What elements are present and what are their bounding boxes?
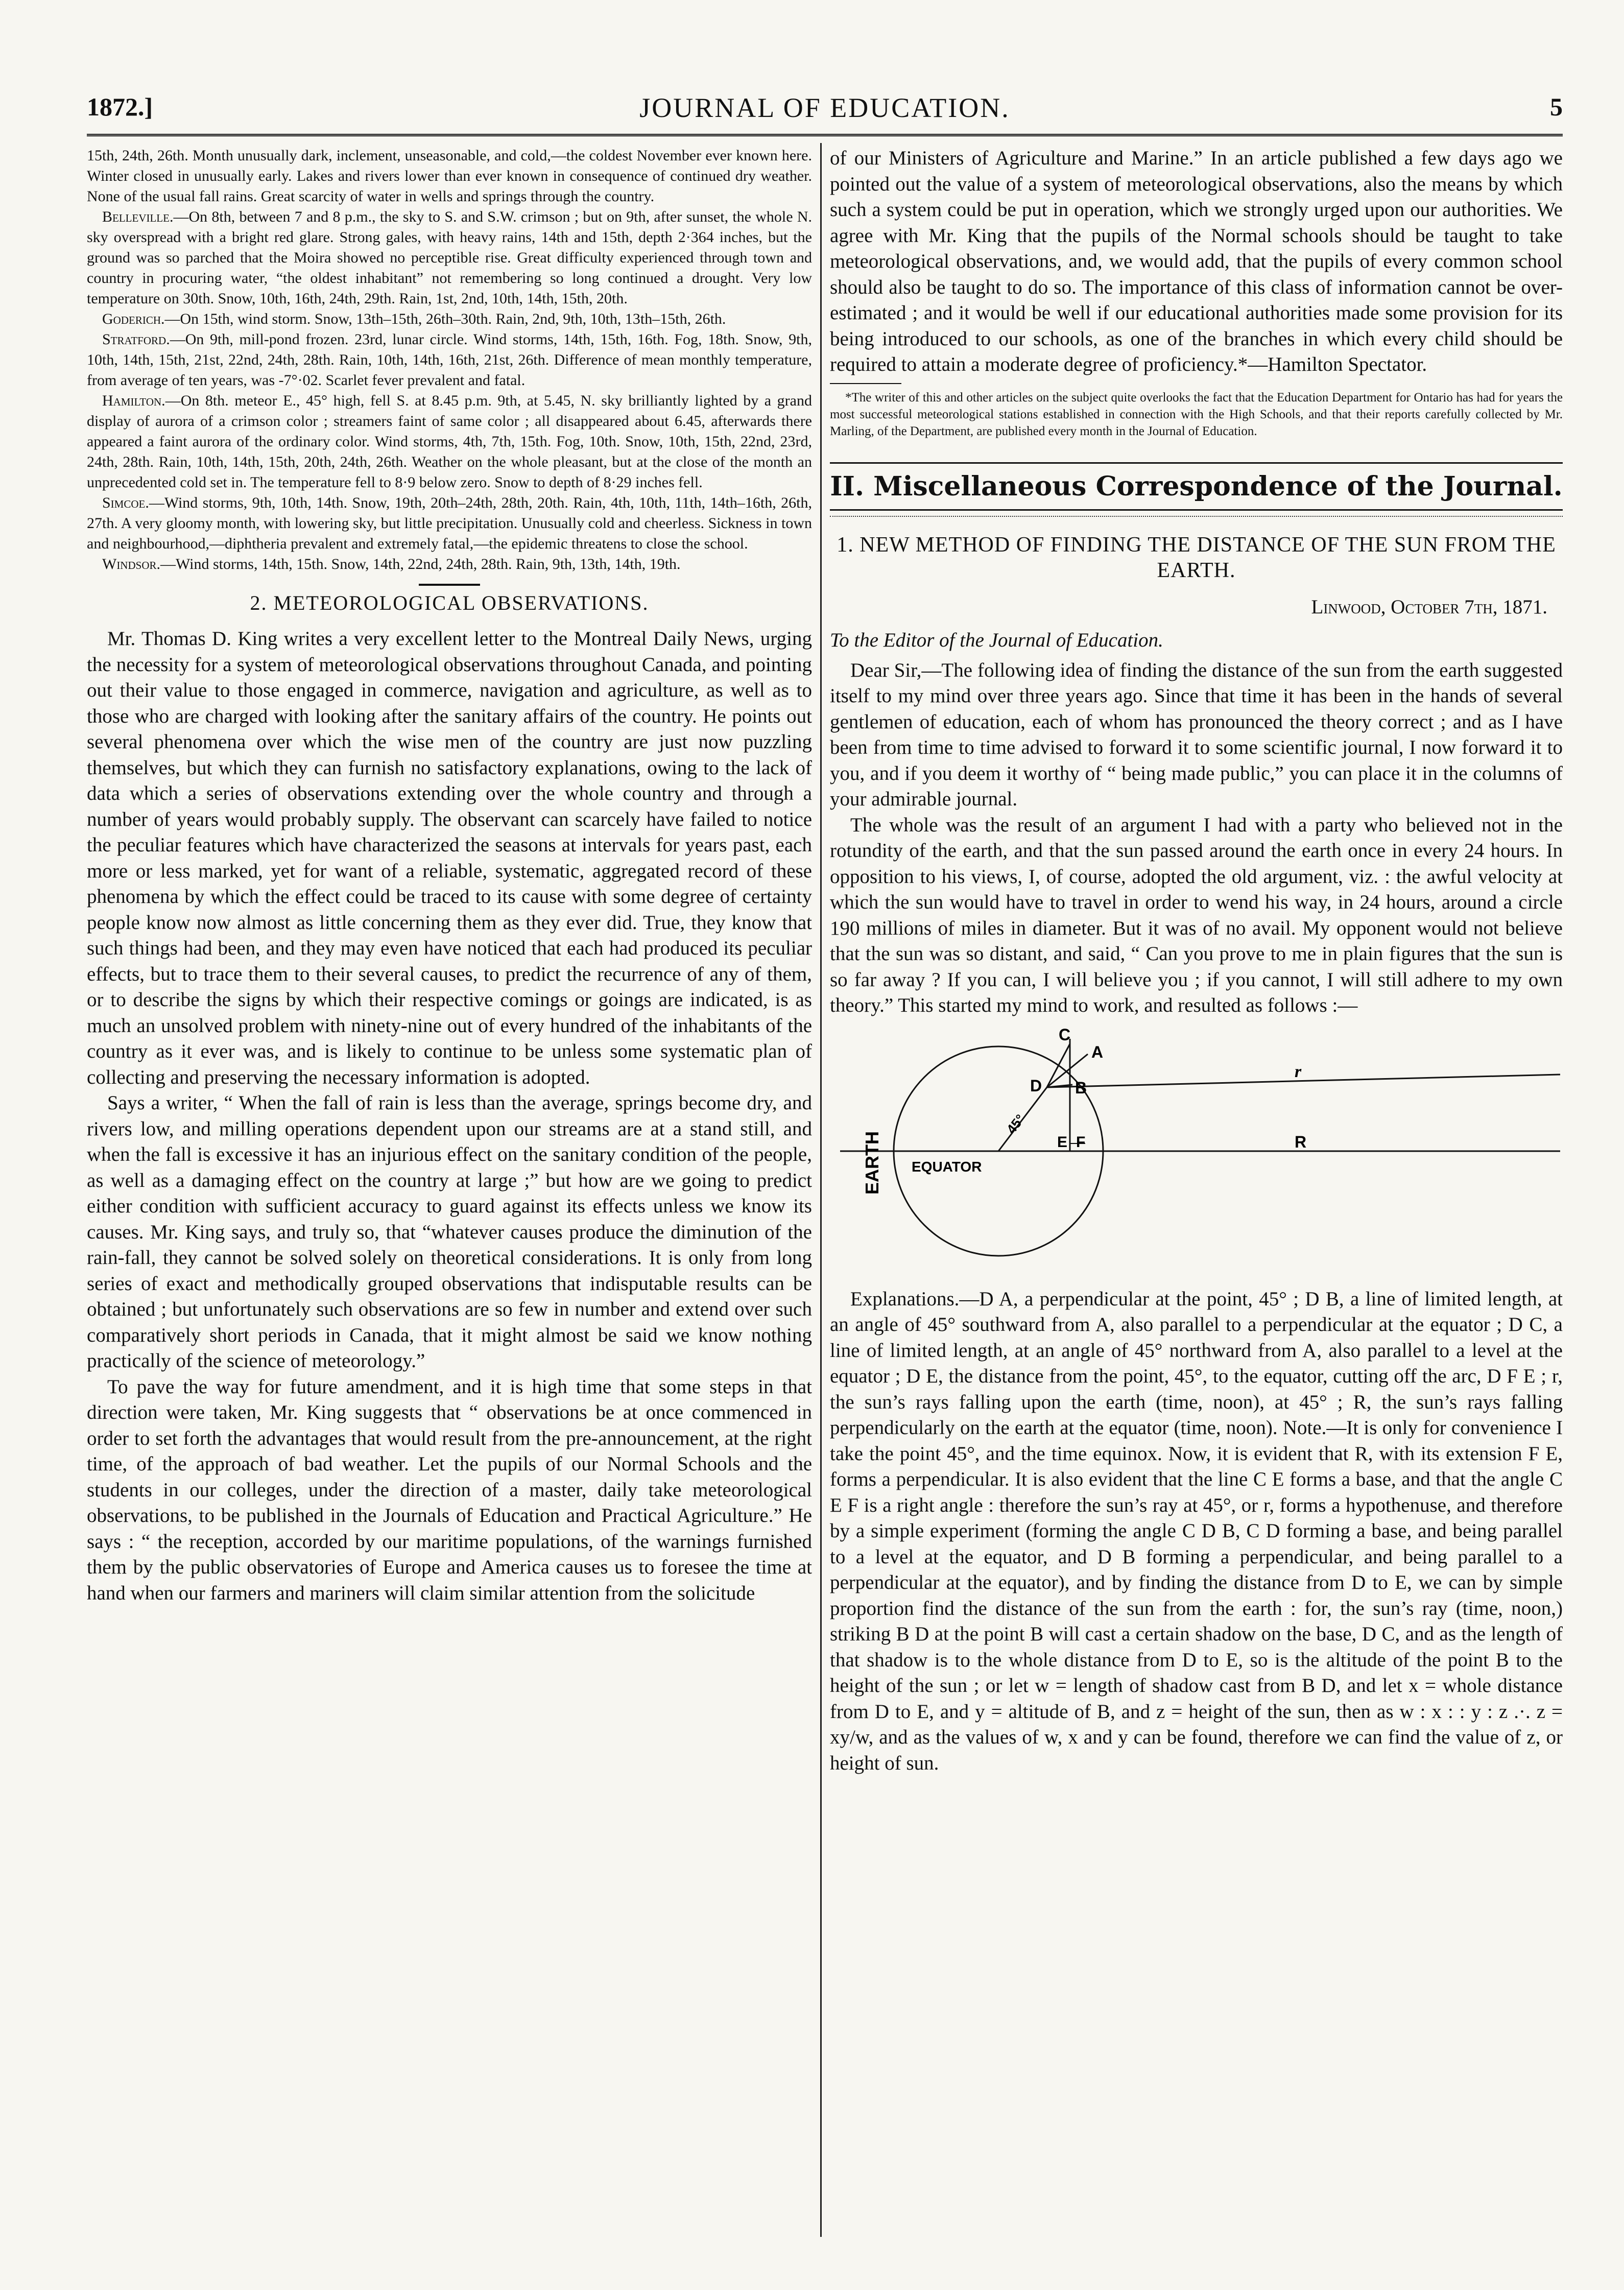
article-paragraph: Says a writer, “ When the fall of rain is less than the average, springs become dry, and rivers low, and milling operations dependent upon our streams are at a stand still, and when the fall is excessive it has an injurious effect on the sanitary condition of the people, as well as a damaging effect on the country at large ;” but how are we going to predict either condition with sufficient accuracy to guard against its effects unless we know its causes. Mr. King says, and truly so, that “whatever causes produce the diminution of the rain-fall, they cannot be solved solely on theoretical considerations. It is only from long series of exact and methodically grouped observations that indisputable results can be obtained ; but unfortunately such observations are so few in number and extend over such comparatively short periods in Canada, that it might almost be said we know nothing practically of the science of meteorology.” (87, 1092, 812, 1372)
DC-line (1047, 1044, 1070, 1087)
label-f: F (1076, 1133, 1086, 1151)
dateline: Linwood, October 7th, 1871. (1311, 595, 1547, 618)
sun-distance-diagram (830, 1026, 1563, 1266)
left-column (87, 146, 812, 2239)
label-a: A (1091, 1042, 1104, 1061)
station-name: Simcoe. (102, 494, 149, 511)
label-d: D (1030, 1076, 1042, 1095)
station-report (87, 493, 812, 554)
journal-title: JOURNAL OF EDUCATION. (639, 92, 1010, 123)
station-report (87, 391, 812, 493)
station-text: —Wind storms, 14th, 15th. Snow, 14th, 22nd, 24th, 28th. Rain, 9th, 13th, 14th, 19th. (160, 556, 681, 572)
label-r-big: R (1295, 1132, 1307, 1151)
footnote-rule (830, 383, 901, 384)
station-text: —On 8th, between 7 and 8 p.m., the sky to S. and S.W. crimson ; but on 9th, after sunset, the whole N. sky overspread with a bright red glare. Strong gales, with heavy rains, 14th and 15th, depth 2·364 inches, but the ground was so parched that the Moira showed no perceptible rise. Great difficulty experienced through town and country in procuring water, “the oldest inhabitant” not remembering so long continued a drought. Very low temperature on 30th. Snow, 10th, 16th, 24th, 29th. Rain, 1st, 2nd, 10th, 14th, 15th, 20th. (87, 208, 812, 307)
label-r-small: r (1295, 1062, 1302, 1081)
diagram-svg (830, 1026, 1563, 1266)
sun-ray-r-line (1047, 1075, 1560, 1087)
station-text: —On 15th, wind storm. Snow, 13th–15th, 26th–30th. Rain, 2nd, 9th, 10th, 13th–15th, 26th. (164, 311, 726, 327)
label-earth: EARTH (862, 1131, 882, 1195)
article-paragraph: To pave the way for future amendment, and it is high time that some steps in that direction were taken, Mr. King suggests that “ observations be at once commenced in order to set forth the advantages that would result from the pre-announcement, at the right time, of the approach of bad weather. Let the pupils of our Normal Schools and the students in our colleges, under the direction of a master, daily take meteorological observations, to be published in the Journals of Education and Practical Agriculture.” He says : “ the reception, accorded by our maritime populations, of the warnings furnished them by the public observatories of Europe and America causes us to foresee the time at hand when our farmers and mariners will claim similar attention from the solicitude (87, 1375, 812, 1604)
page-header (87, 92, 1563, 133)
page-number: 5 (1550, 92, 1563, 121)
column-divider (820, 143, 822, 2237)
article-title: 1. NEW METHOD OF FINDING THE DISTANCE OF THE SUN FROM THE EARTH. (837, 533, 1556, 582)
label-equator: EQUATOR (912, 1158, 982, 1175)
section-divider (419, 584, 480, 586)
letter-paragraph: Dear Sir,—The following idea of finding the distance of the sun from the earth suggested itself to my mind over three years ago. Since that time it has been in the hands of several gentlemen of education, each of whom has pronounced the theory correct ; and as I have been from time to time advised to forward it to some scientific journal, I now forward it to you, and if you deem it worthy of “ being made public,” you can place it in the columns of your admirable journal. (830, 659, 1563, 810)
station-report (87, 309, 812, 329)
station-report (87, 207, 812, 309)
weather-intro: 15th, 24th, 26th. Month unusually dark, inclement, unseasonable, and cold,—the coldest November ever known here. Winter closed in unusually early. Lakes and rivers lower than ever known in consequence of continued dry weather. None of the usual fall rains. Great scarcity of water in wells and springs through the country. (87, 147, 812, 205)
station-report (87, 329, 812, 391)
station-name: Belleville. (102, 208, 174, 225)
station-name: Hamilton. (102, 392, 165, 409)
station-name: Windsor. (102, 556, 160, 572)
header-rule (87, 134, 1563, 136)
article-continuation: of our Ministers of Agriculture and Marine.” In an article published a few days ago we pointed out the value of a system of meteorological observations, also the means by which such a system could be put in operation, which we strongly urged upon our authorities. We agree with Mr. King that the pupils of the Normal schools should be taught to take meteorological observations, and, we would add, that the pupils of every common school should also be taught to do so. The importance of this class of information cannot be over-estimated ; and it would be well if our educational authorities made some provision for its being introduced to our schools, as one of the branches in which every child should be required to attain a moderate degree of proficiency.*—Hamilton Spectator. (830, 147, 1563, 375)
section-title: 2. METEOROLOGICAL OBSERVATIONS. (250, 591, 649, 614)
right-column (830, 146, 1563, 2239)
label-e: E (1057, 1133, 1068, 1151)
footnote: *The writer of this and other articles on the subject quite overlooks the fact that the Education Department for Ontario has had for years the most successful meteorological stations established in connection with the High Schools, and that their reports carefully collected by Mr. Marling, of the Department, are published every month in the Journal of Education. (830, 390, 1563, 438)
part-title: II. Miscellaneous Correspondence of the Journal. (830, 462, 1563, 511)
station-text: —On 8th. meteor E., 45° high, fell S. at 8.45 p.m. 9th, at 5.45, N. sky brilliantly lighted by a grand display of aurora of a crimson color ; streamers faint of same color ; all disappeared about 6.45, afterwards there appeared a faint aurora of the ordinary color. Wind storms, 4th, 7th, 15th. Fog, 10th. Snow, 10th, 15th, 22nd, 23rd, 24th, 28th. Rain, 10th, 14th, 15th, 20th, 24th, 26th. Weather on the whole pleasant, but at the close of the month an unprecedented cold set in. The temperature fell to 8·9 below zero. Snow to depth of 8·29 inches fell. (87, 392, 812, 491)
addressee: To the Editor of the Journal of Education. (830, 629, 1163, 651)
station-report (87, 554, 812, 575)
letter-paragraph: The whole was the result of an argument I had with a party who believed not in the rotundity of the earth, and that the sun passed around the earth once in every 24 hours. In opposition to his views, I, of course, adopted the old argument, viz. : the awful velocity at which the sun would have to travel in order to wend his way, in 24 hours, around a circle 190 millions of miles in diameter. But it was of no avail. My opponent would not believe that the sun was so distant, and said, “ Can you prove to me in plain figures that the sun is so far away ? If you can, I will believe you ; if you cannot, I will still adhere to my own theory.” This started my mind to work, and resulted as follows :— (830, 814, 1563, 1016)
station-text: —On 9th, mill-pond frozen. 23rd, lunar circle. Wind storms, 14th, 15th, 16th. Fog, 18th. Snow, 9th, 10th, 14th, 15th, 21st, 22nd, 24th, 28th. Rain, 10th, 14th, 16th, 21st, 26th. Difference of mean monthly temperature, from average of ten years, was -7°·02. Scarlet fever prevalent and fatal. (87, 331, 812, 389)
station-text: —Wind storms, 9th, 10th, 14th. Snow, 19th, 20th–24th, 28th, 20th. Rain, 4th, 10th, 11th, 14th–16th, 26th, 27th. A very gloomy month, with lowering sky, but little precipitation. Unusually cold and cheerless. Sickness in town and neighbourhood,—diphtheria prevalent and extremely fatal,—the epidemic threatens to close the school. (87, 494, 812, 552)
station-name: Goderich. (102, 311, 165, 327)
label-angle: 45° (1003, 1111, 1028, 1137)
explanations: Explanations.—D A, a perpendicular at the point, 45° ; D B, a line of limited length, at an angle of 45° southward from A, also parallel to a perpendicular at the equator ; D C, a line of limited length, at an angle of 45° northward from A, also parallel to a level at the equator ; D E, the distance from the point, 45°, to the equator, cutting off the arc, D F E ; r, the sun’s rays falling upon the earth (time, noon), at 45° ; R, the sun’s rays falling perpendicularly on the earth at the equator (time, noon). Note.—It is only for convenience I take the point 45°, and the time equinox. Now, it is evident that R, with its extension F E, forms a perpendicular. It is also evident that the line C E forms a base, and that the angle C E F is a right angle : therefore the sun’s ray at 45°, or r, forms a hypothenuse, and therefore by a simple experiment (forming the angle C D B, C D forming a base, and being parallel to a level at the equator, and D B forming a perpendicular, and being parallel to a perpendicular at the equator), and by finding the distance from D to E, we can by simple proportion find the distance of the sun from the earth : for, the sun’s ray (time, noon,) striking B D at the point B will cast a certain shadow on the base, D C, and as the length of that shadow is to the whole distance from D to E, so is the altitude of the point B to the height of the sun ; or let w = length of shadow cast from B D, and let x = whole distance from D to E, and y = altitude of B, and z = height of the sun, then as w : x : : y : z .·. z = xy/w, and as the values of w, x and y can be found, therefore we can find the value of z, or height of sun. (830, 1287, 1563, 1774)
article-paragraph: Mr. Thomas D. King writes a very excellent letter to the Montreal Daily News, urging the necessity for a system of meteorological observations throughout Canada, and pointing out their value to those engaged in commerce, navigation and agriculture, as well as to those who are charged with looking after the sanitary affairs of the country. He points out several phenomena over which the wise men of the country are just now puzzling themselves, but which they can furnish no satisfactory explanations, owing to the lack of data which a series of observations extending over the whole country and through a number of years would probably supply. The observant can scarcely have failed to notice the peculiar features which have characterized the seasons at intervals for years past, each more or less marked, yet for want of a reliable, systematic, aggregated record of these phenomena by which the effect could be traced to its cause with some degree of certainty people know now almost as little concerning them as they ever did. True, they know that such things had been, and they may even have noticed that each had produced its peculiar effects, but to trace them to their several causes, to predict the recurrence of any of them, or to describe the signs by which their respective comings or goings are indicated, is as much an unsolved problem with ninety-nine out of every hundred of the inhabitants of the country as it ever was, and is likely to continue to be unless some systematic plan of collecting and preserving the necessary information is adopted. (87, 628, 812, 1088)
header-year: 1872.] (87, 92, 153, 121)
station-name: Stratford. (102, 331, 170, 348)
label-c: C (1059, 1025, 1071, 1044)
ornamental-rule (830, 516, 1563, 524)
label-b: B (1075, 1078, 1087, 1097)
